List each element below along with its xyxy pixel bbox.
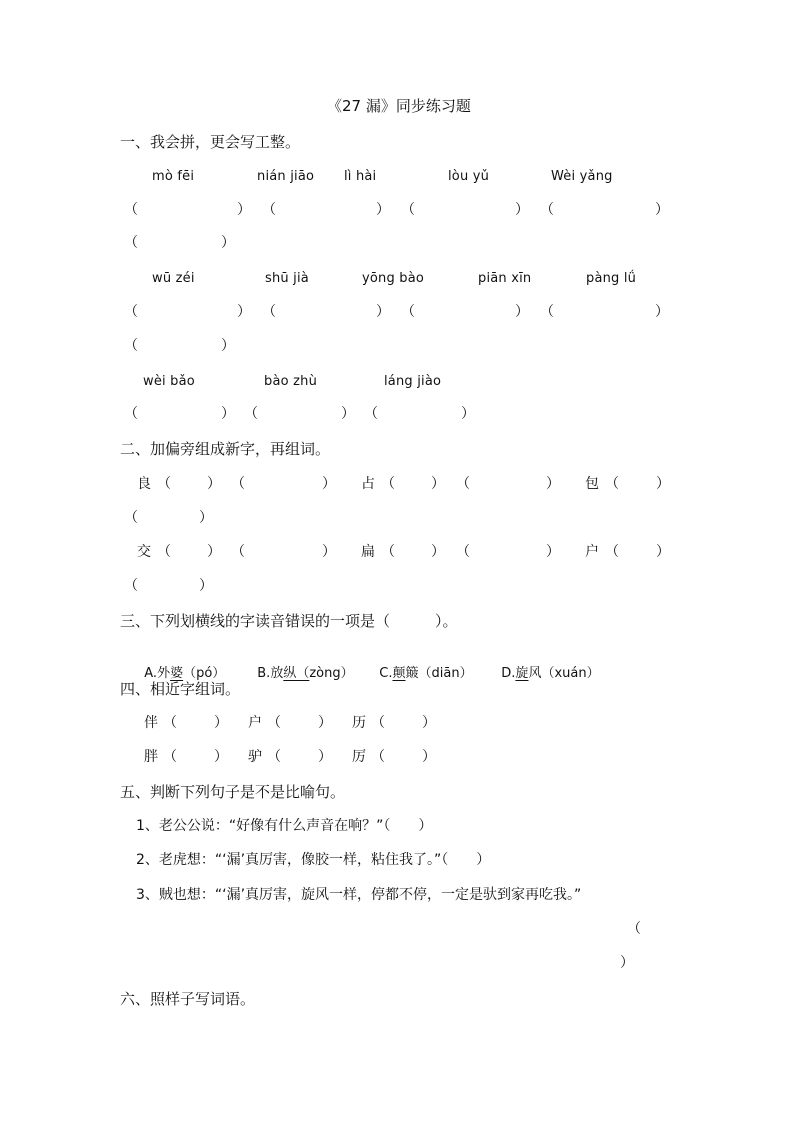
- option-a-reading: （pó）: [183, 666, 226, 681]
- pinyin-1-1: mò fēi: [152, 169, 195, 184]
- pinyin-3-1: wèi bǎo: [143, 374, 195, 389]
- pinyin-1-5: Wèi yǎng: [551, 169, 613, 184]
- paren-open: （: [163, 749, 177, 765]
- char: 驴: [248, 749, 262, 765]
- option-b-underlined: 纵（: [283, 666, 310, 681]
- paren-close: ）: [237, 202, 251, 218]
- paren-open: （: [267, 749, 281, 765]
- paren-open: （: [124, 202, 138, 218]
- paren-close: ）: [546, 544, 560, 560]
- paren-close: ）: [656, 544, 670, 560]
- paren-open: （: [381, 544, 395, 560]
- paren-close: ）: [221, 235, 235, 251]
- q3-paren-close: ）: [620, 955, 634, 971]
- option-d-underlined: 旋: [515, 666, 529, 681]
- paren-close: ）: [341, 406, 355, 422]
- char: 历: [352, 715, 366, 731]
- paren-close: ）: [656, 476, 670, 492]
- pinyin-2-4: piān xīn: [478, 271, 532, 286]
- paren-close: ）: [655, 202, 669, 218]
- paren-close: ）: [431, 476, 445, 492]
- paren-close: ）: [237, 304, 251, 320]
- base-char: 户: [585, 544, 599, 560]
- paren-open: （: [605, 476, 619, 492]
- paren-open: （: [456, 476, 470, 492]
- paren-open: （: [163, 715, 177, 731]
- paren-close: ）: [322, 544, 336, 560]
- option-c-underlined: 颠: [392, 666, 406, 681]
- option-d-middle: 风: [528, 666, 542, 681]
- paren-close: ）: [199, 510, 213, 526]
- paren-open: （: [401, 304, 415, 320]
- question-3[interactable]: 3、贼也想：“‘漏’真厉害，旋风一样，停都不停，一定是驮到家再吃我。”: [136, 887, 582, 903]
- section5-heading: 五、判断下列句子是不是比喻句。: [120, 783, 346, 801]
- paren-close: ）: [515, 304, 529, 320]
- option-a-prefix: A.外: [144, 666, 171, 681]
- paren-close: ）: [322, 476, 336, 492]
- pinyin-1-4: lòu yǔ: [448, 169, 490, 184]
- option-a[interactable]: [136, 647, 225, 683]
- paren-open: （: [157, 544, 171, 560]
- char: 胖: [144, 749, 158, 765]
- section1-heading: 一、我会拼，更会写工整。: [120, 133, 301, 151]
- option-a-underlined: 婆: [170, 666, 184, 681]
- paren-close: ）: [318, 749, 332, 765]
- paren-close: ）: [221, 406, 235, 422]
- paren-open: （: [231, 476, 245, 492]
- paren-close: ）: [214, 749, 228, 765]
- paren-open: （: [124, 406, 138, 422]
- paren-close: ）: [199, 578, 213, 594]
- option-d-reading: （xuán）: [541, 666, 600, 681]
- base-char: 交: [137, 544, 151, 560]
- paren-open: （: [364, 406, 378, 422]
- paren-open: （: [371, 715, 385, 731]
- base-char: 良: [137, 476, 151, 492]
- option-c[interactable]: [371, 647, 473, 683]
- pinyin-2-2: shū jià: [265, 271, 309, 286]
- paren-close: ）: [207, 544, 221, 560]
- paren-open: （: [124, 510, 138, 526]
- paren-open: （: [124, 578, 138, 594]
- option-b[interactable]: [249, 647, 354, 683]
- page-title: 《27 漏》同步练习题: [327, 97, 471, 115]
- option-d-prefix: D.: [501, 666, 516, 681]
- paren-open: （: [267, 715, 281, 731]
- pinyin-2-5: pàng lǘ: [586, 271, 637, 286]
- paren-close: ）: [461, 406, 475, 422]
- paren-close: ）: [515, 202, 529, 218]
- paren-open: （: [605, 544, 619, 560]
- paren-close: ）: [376, 202, 390, 218]
- paren-open: （: [371, 749, 385, 765]
- paren-close: ）: [207, 476, 221, 492]
- paren-open: （: [262, 202, 276, 218]
- section3-heading: 三、下列划横线的字读音错误的一项是（ ）。: [120, 612, 458, 630]
- q3-paren-open: （: [627, 921, 641, 937]
- paren-open: （: [262, 304, 276, 320]
- pinyin-3-3: láng jiào: [384, 374, 442, 389]
- paren-close: ）: [431, 544, 445, 560]
- paren-close: ）: [422, 749, 436, 765]
- base-char: 占: [361, 476, 375, 492]
- question-2[interactable]: 2、老虎想：“‘漏’真厉害，像胶一样，粘住我了。”（ ）: [136, 852, 491, 868]
- option-c-reading: （diān）: [418, 666, 473, 681]
- paren-close: ）: [546, 476, 560, 492]
- pinyin-1-2: nián jiāo: [257, 169, 315, 184]
- paren-open: （: [540, 304, 554, 320]
- paren-open: （: [231, 544, 245, 560]
- option-c-middle: 簸: [405, 666, 419, 681]
- paren-open: （: [157, 476, 171, 492]
- option-b-reading: zòng）: [309, 666, 354, 681]
- paren-open: （: [456, 544, 470, 560]
- paren-open: （: [401, 202, 415, 218]
- paren-close: ）: [318, 715, 332, 731]
- section6-heading: 六、照样子写词语。: [120, 990, 256, 1008]
- section4-heading: 四、相近字组词。: [120, 680, 241, 698]
- option-b-prefix: B.放: [257, 666, 284, 681]
- char: 户: [248, 715, 262, 731]
- paren-close: ）: [221, 338, 235, 354]
- paren-close: ）: [376, 304, 390, 320]
- paren-open: （: [124, 304, 138, 320]
- paren-open: （: [124, 235, 138, 251]
- section2-heading: 二、加偏旁组成新字，再组词。: [120, 440, 331, 458]
- paren-open: （: [381, 476, 395, 492]
- paren-close: ）: [655, 304, 669, 320]
- char: 伴: [144, 715, 158, 731]
- base-char: 包: [585, 476, 599, 492]
- pinyin-3-2: bào zhù: [264, 374, 318, 389]
- option-d[interactable]: [493, 647, 600, 683]
- paren-open: （: [124, 338, 138, 354]
- char: 厉: [352, 749, 366, 765]
- pinyin-1-3: lì hài: [344, 169, 377, 184]
- question-1[interactable]: 1、老公公说：“好像有什么声音在响？”（ ）: [136, 818, 433, 834]
- pinyin-2-1: wū zéi: [152, 271, 195, 286]
- paren-open: （: [540, 202, 554, 218]
- option-c-prefix: C.: [379, 666, 393, 681]
- paren-close: ）: [214, 715, 228, 731]
- base-char: 扁: [361, 544, 375, 560]
- pinyin-2-3: yōng bào: [362, 271, 425, 286]
- paren-open: （: [244, 406, 258, 422]
- paren-close: ）: [422, 715, 436, 731]
